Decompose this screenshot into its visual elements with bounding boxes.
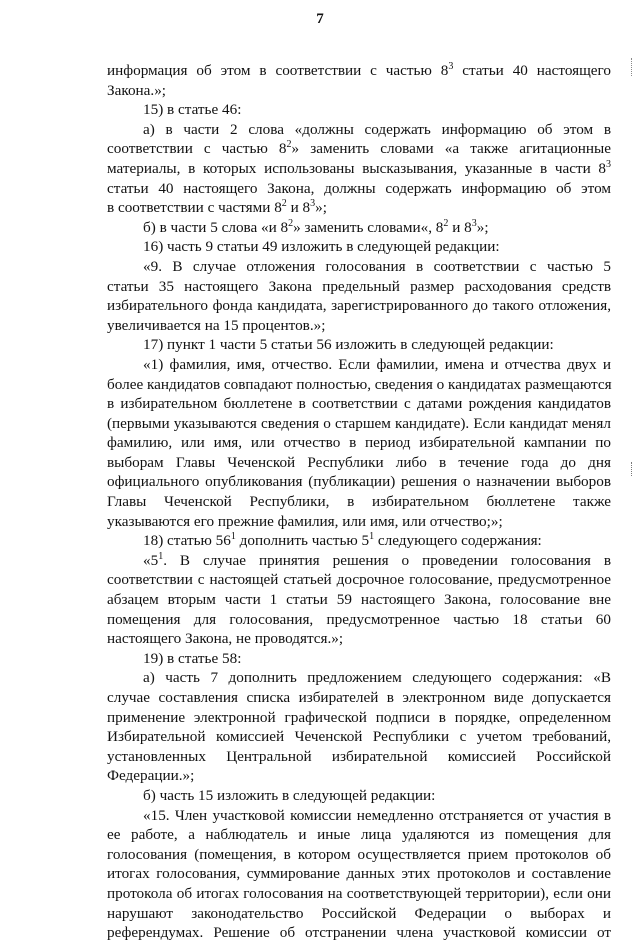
line-text: »;: [315, 199, 327, 217]
text-line: [107, 81, 611, 101]
text-line: [107, 61, 611, 81]
superscript: 2: [443, 217, 449, 229]
text-line: [107, 100, 611, 120]
text-line: [107, 610, 611, 630]
line-text: голосования (помещения, в котором осуществляется прием протоколов об: [107, 845, 611, 863]
text-line: [107, 786, 611, 806]
line-text: 17) пункт 1 части 5 статьи 56 изложить в следующей редакции:: [143, 336, 554, 354]
superscript: 1: [369, 531, 375, 543]
text-line: [107, 531, 611, 551]
text-line: [107, 316, 611, 336]
line-text: ее работе, а наблюдатель и иные лица удаляются из помещения для: [107, 826, 611, 844]
line-text: указываются его прежние фамилия, или имя, или отчество;»;: [107, 512, 503, 530]
line-text: нарушают законодательство Российской Федерации о выборах и: [107, 904, 611, 922]
line-text: применение электронной графической подписи в порядке, определенном: [107, 708, 611, 726]
text-line: [107, 708, 611, 728]
text-line: [107, 257, 611, 277]
line-text: установленных Центральной избирательной комиссией Российской: [107, 747, 611, 765]
line-text: статьи 40 настоящего Закона, должны содержать информацию об этом: [107, 179, 611, 197]
text-line: [107, 727, 611, 747]
line-text: в избирательном бюллетене в соответствии с датами рождения кандидатов: [107, 395, 611, 413]
text-line: [107, 629, 611, 649]
line-text: Закона.»;: [107, 81, 167, 99]
line-text: статьи 35 настоящего Закона предельный размер расходования средств: [107, 277, 611, 295]
text-line: [107, 296, 611, 316]
line-text: а) часть 7 дополнить предложением следующего содержания: «В: [143, 669, 611, 687]
line-text: »;: [476, 218, 489, 236]
text-line: [107, 590, 611, 610]
text-line: [107, 747, 611, 767]
text-line: [107, 766, 611, 786]
text-line: [107, 335, 611, 355]
text-line: [107, 375, 611, 395]
text-line: [107, 904, 611, 924]
text-line: [107, 649, 611, 669]
text-line: [107, 512, 611, 532]
line-text: «15. Член участковой комиссии немедленно отстраняется от участия в: [143, 806, 611, 824]
line-text: б) часть 15 изложить в следующей редакции:: [143, 786, 436, 804]
line-text: и 8: [448, 218, 472, 236]
line-text: а) в части 2 слова «должны содержать информацию об этом в: [143, 120, 611, 138]
superscript: 3: [606, 158, 611, 170]
text-line: [107, 551, 611, 571]
text-line: [107, 198, 611, 218]
line-text: 15) в статье 46:: [143, 101, 242, 119]
line-text: «9. В случае отложения голосования в соответствии с частью 5: [143, 257, 611, 275]
superscript: 3: [310, 198, 316, 210]
line-text: Федерации.»;: [107, 767, 195, 785]
line-text: б) в части 5 слова «и 8: [143, 218, 289, 236]
line-text: настоящего Закона, не проводятся.»;: [107, 630, 344, 648]
text-line: [107, 237, 611, 257]
text-line: [107, 355, 611, 375]
line-text: 19) в статье 58:: [143, 649, 242, 667]
line-text: итогах голосования, суммирование данных этих протоколов и составление: [107, 865, 611, 883]
line-text: следующего содержания:: [374, 532, 542, 550]
line-text: информация об этом в соответствии с частью 8: [107, 62, 449, 79]
text-line: [107, 845, 611, 865]
line-text: Избирательной комиссией Чеченской Республики с учетом требований,: [107, 728, 611, 746]
line-text: статьи 40 настоящего: [453, 62, 611, 79]
text-line: [107, 414, 611, 434]
line-text: фамилию, или имя, или отчество в период избирательной кампании по: [107, 434, 611, 452]
line-text: . В случае принятия решения о проведении голосования в: [163, 551, 611, 569]
text-line: [107, 453, 611, 473]
margin-mark: [631, 58, 634, 76]
text-line: [107, 923, 611, 943]
text-line: [107, 884, 611, 904]
superscript: 3: [448, 61, 454, 72]
line-text: «1) фамилия, имя, отчество. Если фамилии, имена и отчества двух и: [143, 355, 611, 373]
line-text: «5: [143, 551, 159, 569]
line-text: соответствии с настоящей статьей досрочное голосование, предусмотренное: [107, 571, 611, 589]
line-text: более кандидатов совпадают полностью, сведения о кандидатах размещаются: [107, 375, 612, 393]
text-line: [107, 825, 611, 845]
text-line: [107, 864, 611, 884]
line-text: абзацем вторым части 1 статьи 59 настоящего Закона, голосование вне: [107, 591, 611, 609]
superscript: 3: [471, 217, 477, 229]
line-text: протокола об итогах голосования на соответствующей территории), если они: [107, 884, 611, 902]
text-line: [107, 394, 611, 414]
superscript: 2: [286, 139, 292, 151]
line-text: случае составления списка избирателей в электронном виде допускается: [107, 689, 611, 706]
line-text: » заменить словами«, 8: [293, 218, 444, 236]
text-line: [107, 159, 611, 179]
text-line: [107, 688, 611, 708]
line-text: и 8: [286, 199, 311, 217]
line-text: референдумах. Решение об отстранении члена участковой комиссии от: [107, 924, 611, 942]
text-line: [107, 433, 611, 453]
superscript: 1: [158, 550, 164, 562]
line-text: 18) статью 56: [143, 532, 231, 550]
text-line: [107, 668, 611, 688]
superscript: 2: [288, 217, 294, 229]
text-line: [107, 806, 611, 826]
margin-mark: [631, 462, 634, 476]
line-text: » заменить словами «а также агитационные: [291, 140, 611, 158]
superscript: 1: [230, 531, 236, 543]
line-text: избирательного фонда кандидата, зарегистрированного до такого отложения,: [107, 297, 611, 315]
page-number: 7: [316, 11, 324, 27]
superscript: 2: [281, 198, 287, 210]
text-line: [107, 492, 611, 512]
line-text: дополнить частью 5: [235, 532, 370, 550]
line-text: увеличивается на 15 процентов.»;: [107, 316, 326, 334]
document-body: [107, 61, 611, 943]
line-text: официального опубликования (публикации) решения о назначении выборов: [107, 473, 611, 491]
line-text: материалы, в которых использованы высказывания, указанные в части 8: [107, 159, 606, 177]
line-text: соответствии с частью 8: [107, 140, 287, 158]
line-text: в соответствии с частями 8: [107, 199, 282, 217]
text-line: [107, 139, 611, 159]
text-line: [107, 120, 611, 140]
text-line: [107, 277, 611, 297]
line-text: 16) часть 9 статьи 49 изложить в следующей редакции:: [143, 238, 500, 256]
line-text: (первыми указываются сведения о старшем кандидате). Если кандидат менял: [107, 414, 611, 432]
line-text: выборам Главы Чеченской Республики либо в течение года до дня: [107, 453, 611, 471]
line-text: помещения для голосования, предусмотренное частью 18 статьи 60: [107, 610, 611, 628]
text-line: [107, 472, 611, 492]
text-line: [107, 570, 611, 590]
text-line: [107, 218, 611, 238]
text-line: [107, 179, 611, 199]
line-text: Главы Чеченской Республики, в избирательном бюллетене также: [107, 493, 611, 511]
